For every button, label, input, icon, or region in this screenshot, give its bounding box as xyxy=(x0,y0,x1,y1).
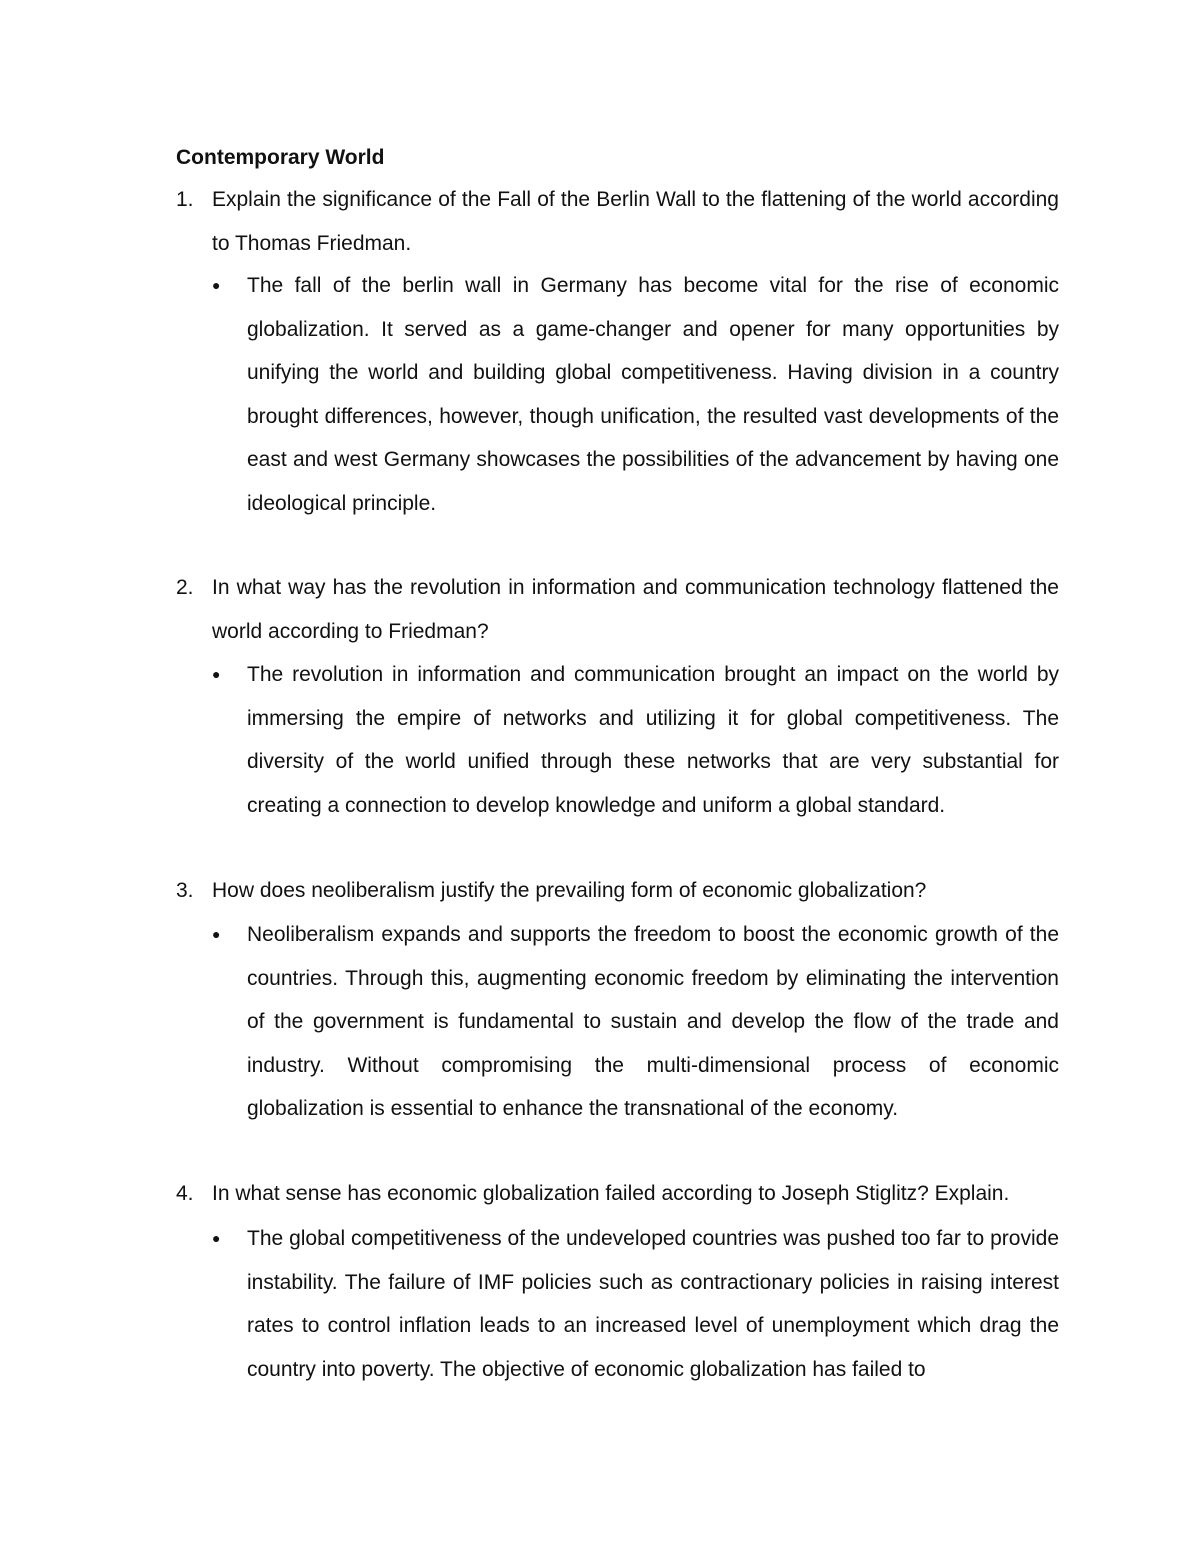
answer-3 xyxy=(212,913,1059,1131)
question-number: 1. xyxy=(176,188,194,211)
answer-4 xyxy=(212,1217,1059,1391)
question-4 xyxy=(176,1172,1059,1216)
bullet-icon: ● xyxy=(212,1230,221,1246)
document-title: Contemporary World xyxy=(176,146,385,169)
question-text: In what sense has economic globalization failed according to Joseph Stiglitz? Explain. xyxy=(212,1182,1010,1205)
bullet-icon: ● xyxy=(212,277,221,293)
question-number: 2. xyxy=(176,576,194,599)
question-text: In what way has the revolution in information and communication technology flattened the world according to Friedman? xyxy=(212,576,1059,643)
answer-1 xyxy=(212,264,1059,525)
answer-text: The fall of the berlin wall in Germany has become vital for the rise of economic globalization. It served as a game-changer and opener for many opportunities by unifying the world and building global competitiveness. Having division in a country brought differences, however, though unification, the resulted vast developments of the east and west Germany showcases the possibilities of the advancement by having one ideological principle. xyxy=(247,274,1059,515)
question-text: Explain the significance of the Fall of the Berlin Wall to the flattening of the world according to Thomas Friedman. xyxy=(212,188,1059,255)
question-text: How does neoliberalism justify the prevailing form of economic globalization? xyxy=(212,879,927,902)
bullet-icon: ● xyxy=(212,926,221,942)
question-2 xyxy=(176,566,1059,653)
answer-text: Neoliberalism expands and supports the freedom to boost the economic growth of the countries. Through this, augmenting economic freedom by eliminating the intervention of the government is fundamental to sustain and develop the flow of the trade and industry. Without compromising the multi-dimensional process of economic globalization is essential to enhance the transnational of the economy. xyxy=(247,923,1059,1120)
question-number: 4. xyxy=(176,1182,194,1205)
answer-text: The revolution in information and communication brought an impact on the world by immersing the empire of networks and utilizing it for global competitiveness. The diversity of the world unified through these networks that are very substantial for creating a connection to develop knowledge and uniform a global standard. xyxy=(247,663,1059,817)
question-number: 3. xyxy=(176,879,194,902)
question-3 xyxy=(176,869,1059,913)
question-1 xyxy=(176,178,1059,265)
answer-2 xyxy=(212,653,1059,827)
bullet-icon: ● xyxy=(212,666,221,682)
answer-text: The global competitiveness of the undeveloped countries was pushed too far to provide instability. The failure of IMF policies such as contractionary policies in raising interest rates to control inflation leads to an increased level of unemployment which drag the country into poverty. The objective of economic globalization has failed to xyxy=(247,1227,1059,1381)
